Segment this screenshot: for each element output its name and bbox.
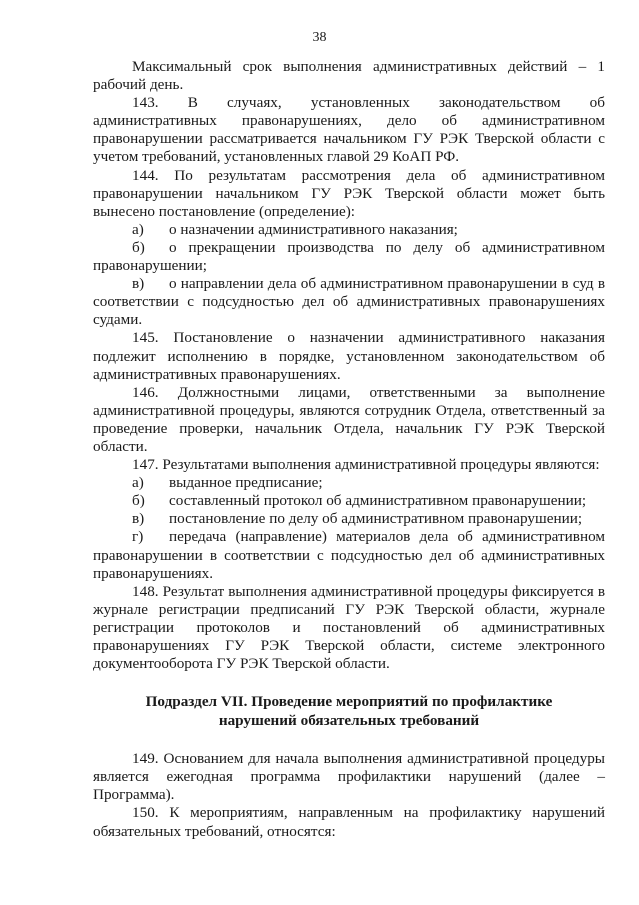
paragraph-144: 144. По результатам рассмотрения дела об административном правонарушении начальником ГУ РЭК Тверской области может быть вынесено постановление (определение): [93,166,605,220]
list-item-text: составленный протокол об административном правонарушении; [169,492,587,510]
list-marker: г) [132,528,144,546]
page-number: 38 [312,30,327,45]
list-item-text: выданное предписание; [169,474,323,492]
list-item-text: передача (направление) материалов дела об административном правонарушении в соответствии с подсудностью дел об административных правонарушениях. [93,528,605,582]
list-marker: в) [132,510,145,528]
section-heading-line-1: Подраздел VII. Проведение мероприятий по профилактике [145,693,553,711]
paragraph-146: 146. Должностными лицами, ответственными за выполнение административной процедуры, являются сотрудник Отдела, ответственный за проведение проверки, начальник Отдела, начальник ГУ РЭК Тверской области. [93,383,605,455]
list-item [93,474,605,492]
list-item [93,528,605,582]
paragraph-148: 148. Результат выполнения административной процедуры фиксируется в журнале регистрации предписаний ГУ РЭК Тверской области, журнале регистрации протоколов и постановлений об административных правонарушениях ГУ РЭК Тверской области, системе электронного документооборота ГУ РЭК Тверской области. [93,582,605,673]
paragraph-max-term: Максимальный срок выполнения административных действий – 1 рабочий день. [93,58,605,94]
section-heading [93,693,605,730]
list-item-text: о прекращении производства по делу об административном правонарушении; [93,238,605,275]
section-heading-line-2: нарушений обязательных требований [218,711,480,729]
list-marker: а) [132,474,144,492]
list-item [93,492,605,510]
list-item [93,275,605,329]
list-item-text: постановление по делу об административном правонарушении; [169,510,583,528]
paragraph-147: 147. Результатами выполнения административной процедуры являются: [132,456,600,474]
list-marker: б) [132,492,145,510]
list-item-text: о назначении административного наказания; [169,220,458,238]
list-item [93,221,605,239]
paragraph-145: 145. Постановление о назначении административного наказания подлежит исполнению в порядке, установленном законодательством об административных правонарушениях. [93,329,605,383]
paragraph-150: 150. К мероприятиям, направленным на профилактику нарушений обязательных требований, относятся: [93,804,605,840]
list-marker: б) [132,238,145,256]
list-item [93,510,605,528]
list-item-text: о направлении дела об административном правонарушении в суд в соответствии с подсудностью дел об административных правонарушениях судами. [93,275,605,329]
list-item [93,239,605,275]
list-marker: в) [132,275,145,293]
paragraph-149: 149. Основанием для начала выполнения административной процедуры является ежегодная программа профилактики нарушений (далее – Программа). [93,750,605,804]
paragraph-143: 143. В случаях, установленных законодательством об административных правонарушениях, дело об административном правонарушении рассматривается начальником ГУ РЭК Тверской области с учетом требований, установленных главой 29 КоАП РФ. [93,94,605,166]
document-body [93,58,605,841]
list-marker: а) [132,220,144,238]
